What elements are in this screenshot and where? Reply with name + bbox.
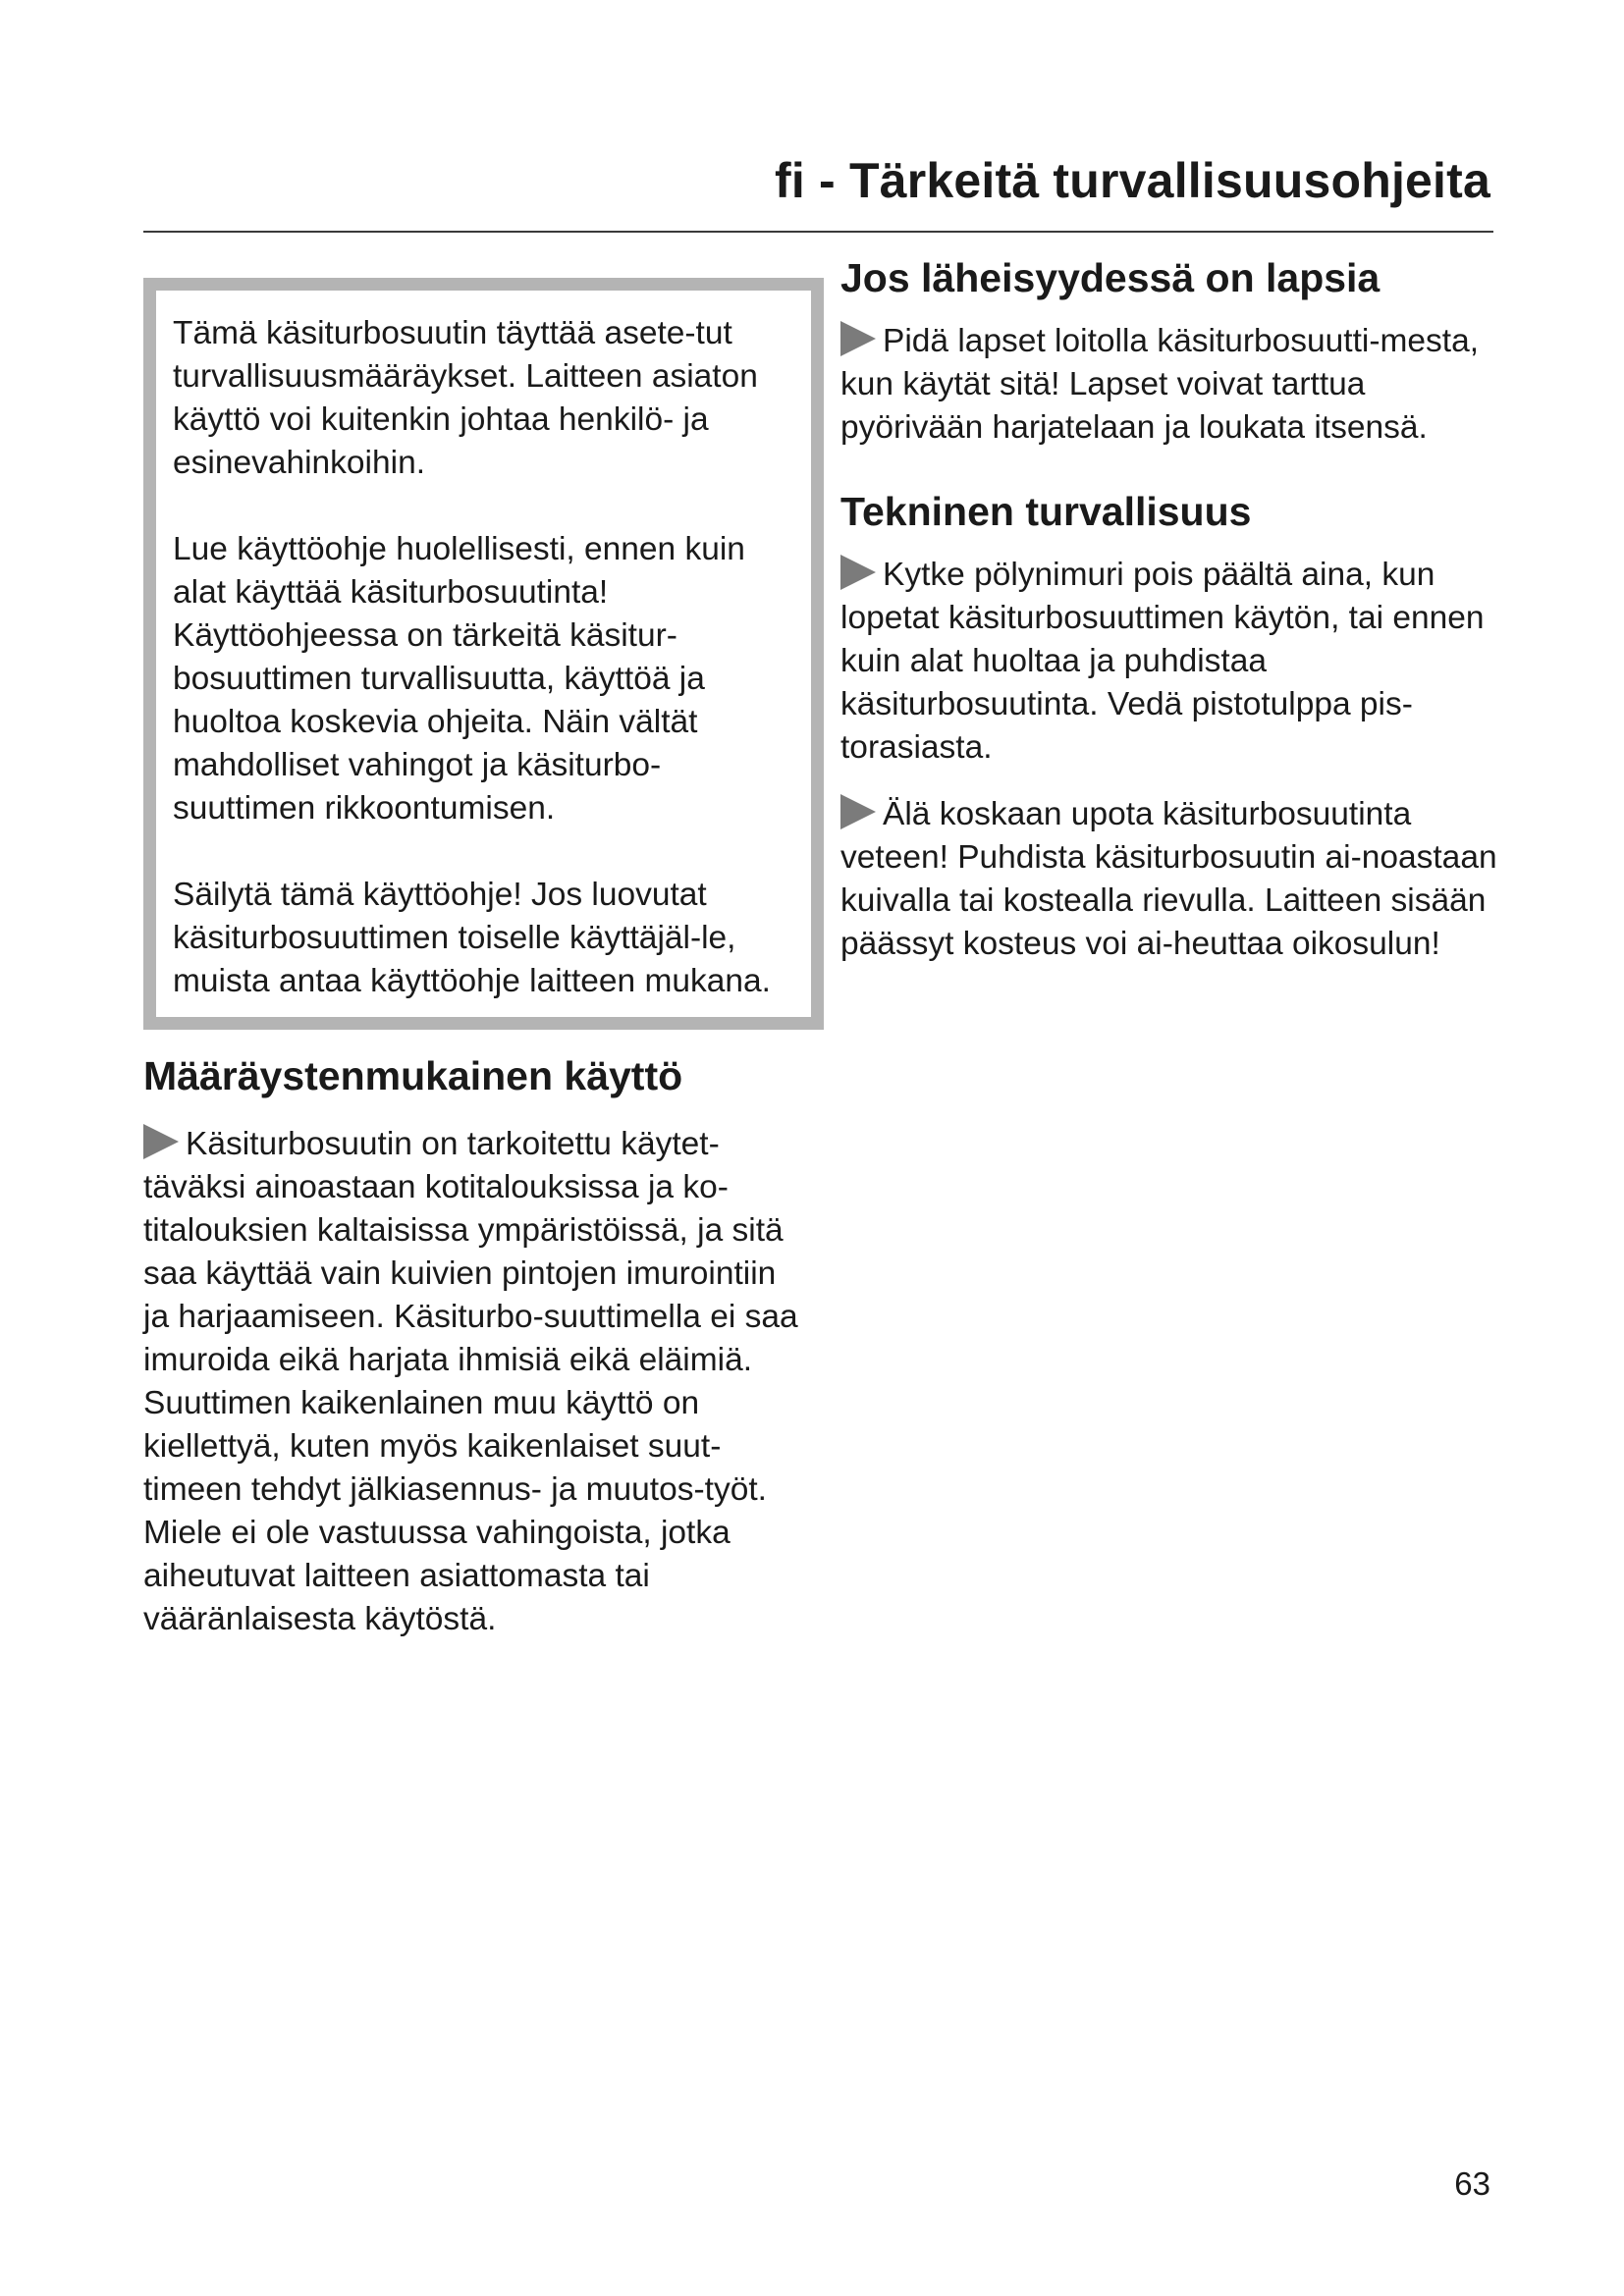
arrow-bullet-icon xyxy=(840,321,876,356)
technical-safety-item-1-text: Kytke pölynimuri pois päältä aina, kun lopetat käsiturbosuuttimen käytön, tai ennen kuin alat huoltaa ja puhdistaa käsiturbosuutinta. Vedä pistotulppa pis-torasiasta. xyxy=(840,557,1485,766)
arrow-bullet-icon xyxy=(840,794,876,829)
right-column xyxy=(840,250,1498,966)
left-column xyxy=(143,278,801,1641)
intended-use-item xyxy=(143,1123,801,1382)
intended-use-item-text: Käsiturbosuutin on tarkoitettu käytet-täväksi ainoastaan kotitalouksissa ja ko-titalouksien kaltaisissa ympäristöissä, ja sitä saa käyttää vain kuivien pintojen imurointiin ja harjaamiseen. Käsiturbo-suuttimella ei saa imuroida eikä harjata ihmisiä eikä eläimiä. xyxy=(143,1126,798,1378)
intended-use-continuation: Suuttimen kaikenlainen muu käyttö on kiellettyä, kuten myös kaikenlaiset suut-timeen tehdyt jälkiasennus- ja muutos-työt. Miele ei ole vastuussa vahingoista, jotka aiheutuvat laitteen asiattomasta tai vääränlaisesta käytöstä. xyxy=(143,1385,767,1637)
header-divider xyxy=(143,231,1493,233)
safety-notice-box xyxy=(143,278,824,1030)
page-title: fi - Tärkeitä turvallisuusohjeita xyxy=(774,153,1490,208)
children-item-text: Pidä lapset loitolla käsiturbosuutti-mesta, kun käytät sitä! Lapset voivat tarttua pyörivään harjatelaan ja loukata itsensä. xyxy=(840,323,1480,446)
arrow-bullet-icon xyxy=(840,555,876,590)
technical-safety-item-2 xyxy=(840,793,1498,966)
technical-safety-item-2-text: Älä koskaan upota käsiturbosuutinta veteen! Puhdista käsiturbosuutin ai-noastaan kuivalla tai kostealla rievulla. Laitteen sisään päässyt kosteus voi ai-heuttaa oikosulun! xyxy=(840,796,1497,962)
technical-safety-item-1 xyxy=(840,554,1498,770)
children-heading: Jos läheisyydessä on lapsia xyxy=(840,255,1380,300)
notice-paragraph-3: Säilytä tämä käyttöohje! Jos luovutat käsiturbosuuttimen toiselle käyttäjäl-le, muista antaa käyttöohje laitteen mukana. xyxy=(173,877,771,999)
notice-paragraph-1: Tämä käsiturbosuutin täyttää asete-tut turvallisuusmääräykset. Laitteen asiaton käyttö voi kuitenkin johtaa henkilö- ja esinevahinkoihin. xyxy=(173,315,758,481)
notice-paragraph-2: Lue käyttöohje huolellisesti, ennen kuin alat käyttää käsiturbosuutinta! Käyttöohjeessa on tärkeitä käsitur-bosuuttimen turvallisuutta, käyttöä ja huoltoa koskevia ohjeita. Näin vältät mahdolliset vahingot ja käsiturbo-suuttimen rikkoontumisen. xyxy=(173,531,745,827)
arrow-bullet-icon xyxy=(143,1124,179,1159)
children-item xyxy=(840,320,1498,450)
technical-safety-heading: Tekninen turvallisuus xyxy=(840,489,1252,534)
intended-use-heading: Määräystenmukainen käyttö xyxy=(143,1053,683,1098)
page-number: 63 xyxy=(1454,2165,1490,2202)
